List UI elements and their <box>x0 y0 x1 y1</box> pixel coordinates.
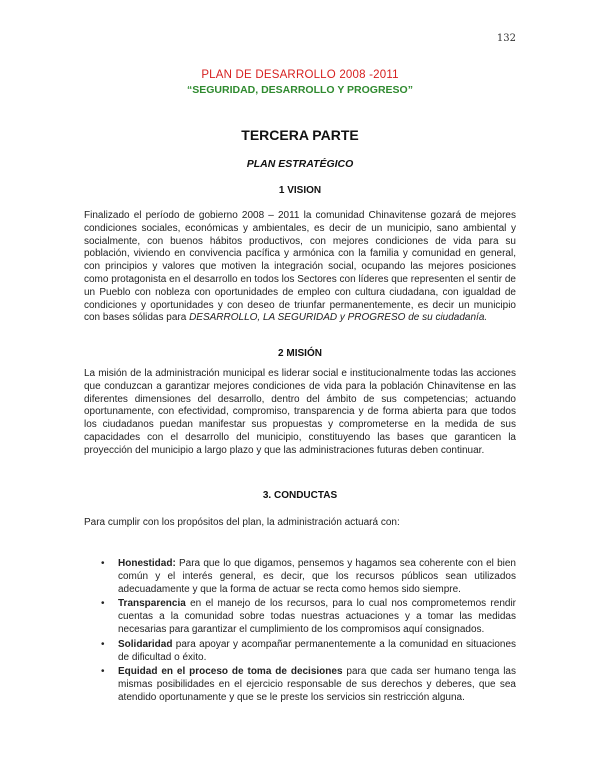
bullet-icon: • <box>101 638 105 650</box>
bullet-icon: • <box>101 558 105 569</box>
conductas-intro: Para cumplir con los propósitos del plan, la administración actuará con: <box>84 517 400 528</box>
vision-paragraph <box>84 210 516 325</box>
section-subtitle: PLAN ESTRATÉGICO <box>246 158 354 170</box>
list-item <box>84 598 516 636</box>
item-term: Solidaridad <box>118 638 173 650</box>
list-item <box>84 639 516 665</box>
item-text: para apoyar y acompañar permanentemente a la comunidad en situaciones de dificultad o éxito. <box>118 638 516 663</box>
item-text: en el manejo de los recursos, para lo cual nos comprometemos rendir cuentas a la comunidad sobre todas nuestras actuaciones y a tomar las medidas necesarias para garantizar el cumplimiento de los compromisos aquí consignados. <box>118 598 516 635</box>
vision-text: Finalizado el período de gobierno 2008 – 2011 la comunidad Chinavitense gozará de mejores condiciones sociales, económicas y ambientales, es decir de un municipio, sano ambiental y socialmente, con buenos hábitos productivos, con mejores condiciones de vida para su población, viviendo en convivencia pacífica y armónica con la familia y comunidad en general, con principios y valores que motiven la integración social, ocupando las mejores posiciones como protagonista en el desarrollo en todos los Sectores con líderes que representen el sentir de un Pueblo con nobleza con oportunidades de empleo con cultura ciudadana, con igualdad de condiciones y oportunidades y con deseo de triunfar permanentemente, es decir un municipio con bases sólidas para <box>84 210 516 324</box>
item-term: Transparencia <box>118 598 186 610</box>
vision-italic-text: DESARROLLO, LA SEGURIDAD y PROGRESO de su ciudadanía. <box>189 312 488 324</box>
conductas-heading: 3. CONDUCTAS <box>262 490 338 501</box>
list-item <box>84 666 516 704</box>
item-term: Honestidad: <box>118 558 176 569</box>
bullet-icon: • <box>101 598 105 610</box>
bullet-icon: • <box>101 666 105 678</box>
item-text: Para que lo que digamos, pensemos y hagamos sea coherente con el bien común y el interés general, es decir, que los recursos públicos sean utilizados adecuadamente y que la forma de actuar se recta como hemos sido siempre. <box>118 558 516 595</box>
item-text: para que cada ser humano tenga las mismas posibilidades en el ejercicio responsable de sus derechos y deberes, que sea atendido oportunamente y que se le preste los servicios sin restricción alguna. <box>118 666 516 703</box>
vision-heading: 1 VISION <box>278 185 322 196</box>
page-number: 132 <box>496 33 516 44</box>
mision-paragraph: La misión de la administración municipal es liderar social e institucionalmente todas las acciones que conduzcan a garantizar mejores condiciones de vida para la población Chinavitense en las diferentes dimensiones del desarrollo, dentro del ámbito de sus competencias; actuando oportunamente, con efectividad, compromiso, transparencia y de forma abierta para que todos los ciudadanos puedan manifestar sus propuestas y comprometerse en la medida de sus capacidades con el desarrollo del municipio, constituyendo las bases que garanticen la proyección del municipio a largo plazo y que las administraciones futuras deben continuar. <box>84 368 516 456</box>
plan-subtitle: “SEGURIDAD, DESARROLLO Y PROGRESO” <box>187 84 413 96</box>
part-title: TERCERA PARTE <box>241 127 359 143</box>
list-item <box>84 558 516 596</box>
plan-title: PLAN DE DESARROLLO 2008 -2011 <box>201 69 399 81</box>
mision-heading: 2 MISIÓN <box>278 348 322 359</box>
item-term: Equidad en el proceso de toma de decisiones <box>118 666 343 678</box>
conductas-list <box>84 558 516 707</box>
